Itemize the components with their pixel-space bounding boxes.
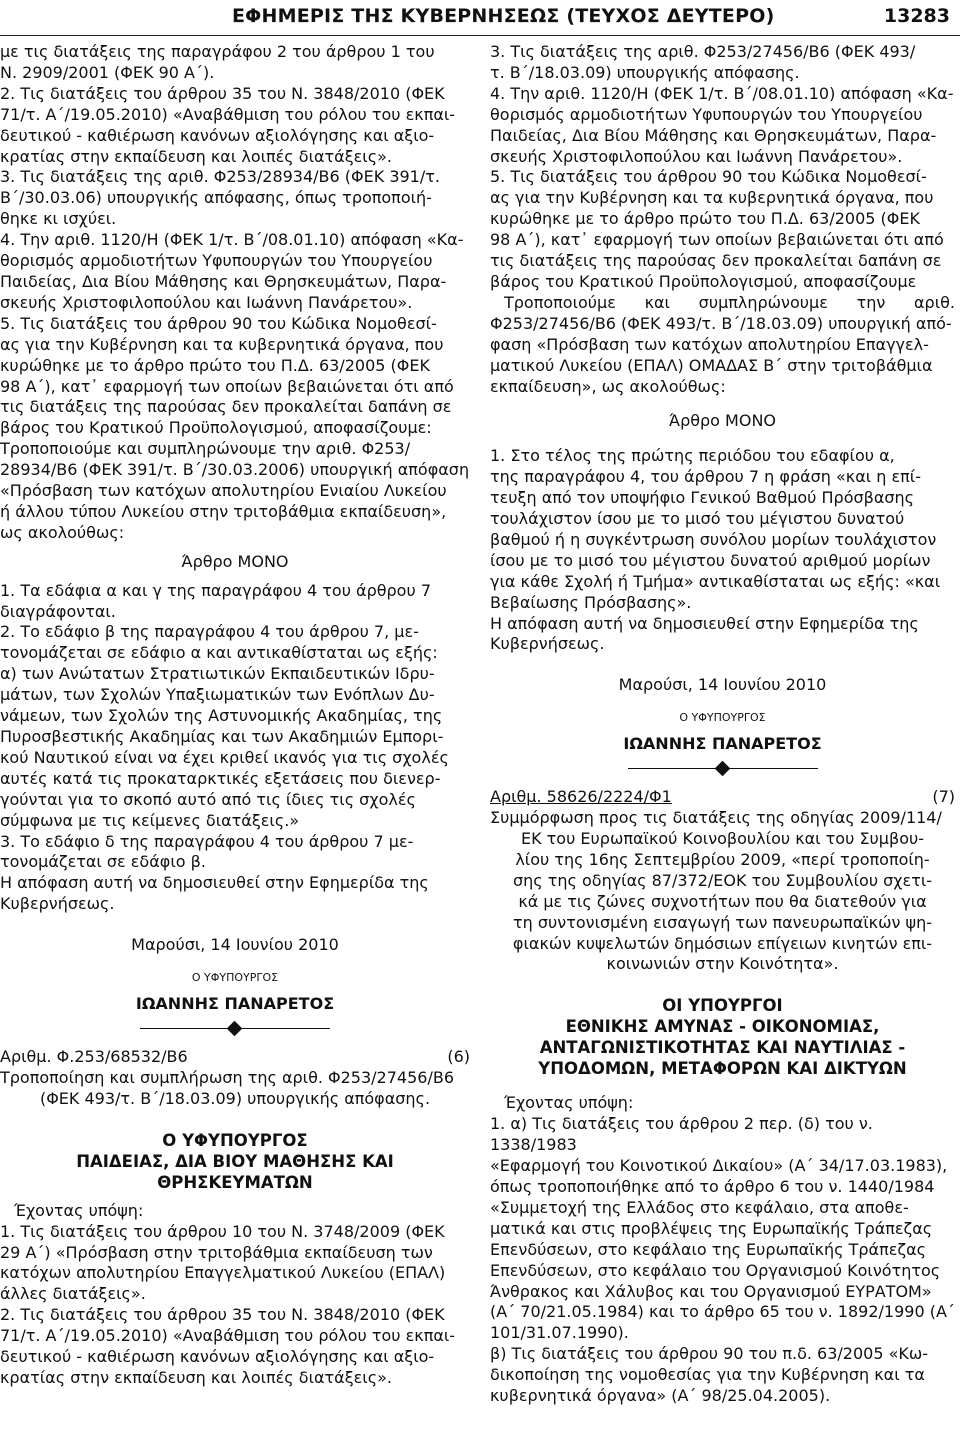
text-line: ας για την Κυβέρνηση και τα κυβερνητικά όργανα, που	[490, 188, 934, 208]
subject-line: ΕΚ του Ευρωπαϊκού Κοινοβουλίου και του Συμβου-	[520, 829, 925, 848]
text-line: 4. Την αριθ. 1120/Η (ΦΕΚ 1/τ. Β΄/08.01.10) απόφαση «Κα-	[490, 83, 954, 103]
text-line: της παραγράφου 4, του άρθρου 7 η φράση «και η επί-	[490, 467, 921, 487]
text-line: Επενδύσεων, στο κεφάλαιο της Ευρωπαϊκής Τράπεζας	[490, 1239, 927, 1259]
text-line: «Πρόσβαση των κατόχων απολυτηρίου Ενιαίου Λυκείου	[0, 481, 447, 501]
text-line: Τροποποιούμε και συμπληρώνουμε την αριθ.	[504, 292, 955, 312]
text-line: 4. Την αριθ. 1120/Η (ΦΕΚ 1/τ. Β΄/08.01.10) απόφαση «Κα-	[0, 230, 464, 250]
ministry-heading: ΕΘΝΙΚΗΣ ΑΜΥΝΑΣ - ΟΙΚΟΝΟΜΙΑΣ,	[565, 1017, 880, 1037]
text-line: 101/31.07.1990).	[490, 1323, 629, 1343]
reference-index: (7)	[932, 787, 955, 807]
text-line: κρατίας στην εκπαίδευση και λοιπές διατάξεις».	[0, 1367, 392, 1387]
reference-number: Αριθμ. 58626/2224/Φ1	[490, 787, 672, 807]
text-line: κυρώθηκε με το άρθρο πρώτο του Π.Δ. 63/2005 (ΦΕΚ	[0, 355, 430, 375]
ministry-heading: ΑΝΤΑΓΩΝΙΣΤΙΚΟΤΗΤΑΣ ΚΑΙ ΝΑΥΤΙΛΙΑΣ -	[539, 1038, 906, 1058]
page-number: 13283	[883, 5, 950, 27]
text-line: μάτων, των Σχολών Υπαξιωματικών των Ενόπλων Δυ-	[0, 685, 435, 705]
text-line: Επενδύσεων, στο κεφάλαιο του Οργανισμού Κοινότητος	[490, 1260, 941, 1280]
ministry-heading: Ο ΥΦΥΠΟΥΡΓΟΣ	[162, 1130, 308, 1150]
ministry-heading: ΥΠΟΔΟΜΩΝ, ΜΕΤΑΦΟΡΩΝ ΚΑΙ ΔΙΚΤΥΩΝ	[538, 1059, 907, 1079]
signer-title: Ο ΥΦΥΠΟΥΡΓΟΣ	[679, 711, 766, 725]
text-line: Πυροσβεστικής Ακαδημίας και των Ακαδημιών Εμπορι-	[0, 727, 444, 746]
subject-line: Τροποποίηση και συμπλήρωση της αριθ. Φ253/27456/Β6	[0, 1067, 454, 1087]
left-column	[0, 42, 470, 1389]
text-line: ως ακολούθως:	[0, 522, 125, 542]
text-line: δικοποίηση της νομοθεσίας για την Κυβέρνηση και τα	[490, 1365, 925, 1385]
text-line: 5. Τις διατάξεις του άρθρου 90 του Κώδικα Νομοθεσί-	[490, 167, 927, 187]
gazette-title: ΕΦΗΜΕΡΙΣ ΤΗΣ ΚΥΒΕΡΝΗΣΕΩΣ (ΤΕΥΧΟΣ ΔΕΥΤΕΡΟ)	[232, 5, 775, 27]
text-line: (Α΄ 70/21.05.1984) και το άρθρο 65 του ν. 1892/1990 (Α΄	[490, 1302, 955, 1322]
subject-line: σης της οδηγίας 87/372/ΕΟΚ του Συμβουλίου σχετι-	[512, 870, 933, 890]
text-line: «Συμμετοχή της Ελλάδος στο κεφάλαιο, στα αποθε-	[490, 1197, 909, 1217]
text-line: γούνται για το σκοπό αυτό από τις ίδιες τις σχολές	[0, 789, 416, 809]
signer-title: Ο ΥΦΥΠΟΥΡΓΟΣ	[191, 971, 279, 985]
text-line: με τις διατάξεις της παραγράφου 2 του άρθρου 1 του	[0, 42, 435, 61]
text-line: 1. Τις διατάξεις του άρθρου 10 του Ν. 3748/2009 (ΦΕΚ	[0, 1221, 445, 1241]
text-line: διαγράφονται.	[0, 601, 116, 621]
text-line: δευτικού - καθιέρωση κανόνων αξιολόγησης και αξιο-	[0, 1347, 435, 1367]
subject-line: φιακών κυψελωτών δημόσιων επίγειων κινητών επι-	[512, 933, 933, 953]
ministry-heading: ΘΡΗΣΚΕΥΜΑΤΩΝ	[157, 1172, 313, 1192]
article-heading: Άρθρο ΜΟΝΟ	[181, 551, 289, 571]
place-date: Μαρούσι, 14 Ιουνίου 2010	[131, 935, 339, 955]
text-line: 3. Το εδάφιο δ της παραγράφου 4 του άρθρου 7 με-	[0, 831, 414, 851]
text-line: κυρώθηκε με το άρθρο πρώτο του Π.Δ. 63/2005 (ΦΕΚ	[490, 209, 920, 229]
text-line: 3. Τις διατάξεις της αριθ. Φ253/28934/Β6 (ΦΕΚ 391/τ.	[0, 167, 440, 187]
text-line: κυβερνητικά όργανα» (Α΄ 98/25.04.2005).	[490, 1386, 831, 1406]
text-line: 71/τ. Α΄/19.05.2010) «Αναβάθμιση του ρόλου του εκπαι-	[0, 104, 456, 124]
subject-line: κοινωνιών στην Κοινότητα».	[606, 954, 839, 974]
text-line: Η απόφαση αυτή να δημοσιευθεί στην Εφημερίδα της	[490, 613, 919, 633]
text-line: α) των Ανώτατων Στρατιωτικών Εκπαιδευτικών Ιδρυ-	[0, 664, 435, 684]
text-line: 29 Α΄) «Πρόσβαση στην τριτοβάθμια εκπαίδευση των	[0, 1242, 433, 1262]
text-line: σκευής Χριστοφιλοπούλου και Ιωάννη Πανάρετου».	[490, 146, 903, 166]
ministry-heading: ΠΑΙΔΕΙΑΣ, ΔΙΑ ΒΙΟΥ ΜΑΘΗΣΗΣ ΚΑΙ	[76, 1151, 394, 1171]
reference-number: Αριθμ. Φ.253/68532/Β6	[0, 1046, 188, 1066]
section-separator	[628, 761, 818, 777]
text-line: εκπαίδευση», ως ακολούθως:	[490, 376, 726, 396]
right-column	[490, 42, 955, 1407]
having-regard: Έχοντας υπόψη:	[504, 1093, 634, 1113]
text-line: 98 Α΄), κατ᾽ εφαρμογή των οποίων βεβαιώνεται ότι από	[490, 230, 944, 250]
text-line: Παιδείας, Δια Βίου Μάθησης και Θρησκευμάτων, Παρα-	[0, 271, 447, 291]
text-line: για κάθε Σχολή ή Τμήμα» αντικαθίσταται ως εξής: «και	[490, 571, 941, 591]
ministry-heading: ΟΙ ΥΠΟΥΡΓΟΙ	[662, 996, 783, 1016]
text-line: Φ253/27456/Β6 (ΦΕΚ 493/τ. Β΄/18.03.09) υπουργική από-	[490, 313, 952, 333]
text-line: κρατίας στην εκπαίδευση και λοιπές διατάξεις».	[0, 146, 392, 166]
text-line: 1. α) Τις διατάξεις του άρθρου 2 περ. (δ) του ν. 1338/1983	[490, 1114, 873, 1155]
text-line: θορισμός αρμοδιοτήτων Υφυπουργών του Υπουργείου	[490, 104, 923, 124]
reference-line	[490, 787, 955, 808]
subject-line: τη συντονισμένη εισαγωγή των πανευρωπαϊκών ψη-	[513, 912, 932, 932]
text-line: Παιδείας, Δια Βίου Μάθησης και Θρησκευμάτων, Παρα-	[490, 125, 937, 145]
text-line: Ν. 2909/2001 (ΦΕΚ 90 Α΄).	[0, 62, 215, 82]
text-line: βάρος του Κρατικού Προϋπολογισμού, αποφασίζουμε	[490, 271, 917, 291]
text-line: «Εφαρμογή του Κοινοτικού Δικαίου» (Α΄ 34/17.03.1983),	[490, 1156, 948, 1176]
text-line: δευτικού - καθιέρωση κανόνων αξιολόγησης και αξιο-	[0, 125, 435, 145]
header-rule	[0, 35, 960, 36]
text-line: αυτές κατά τις προκαταρκτικές εξετάσεις που διενερ-	[0, 768, 441, 788]
having-regard: Έχοντας υπόψη:	[14, 1200, 144, 1220]
text-line: 2. Το εδάφιο β της παραγράφου 4 του άρθρου 7, με-	[0, 622, 419, 642]
text-line: 2. Τις διατάξεις του άρθρου 35 του Ν. 3848/2010 (ΦΕΚ	[0, 1305, 445, 1325]
text-line: Τροποποιούμε και συμπληρώνουμε την αριθ. Φ253/	[0, 439, 411, 459]
text-line: ας για την Κυβέρνηση και τα κυβερνητικά όργανα, που	[0, 334, 444, 354]
text-line: ίσου με το μισό του μέγιστου δυνατού αριθμού μορίων	[490, 550, 931, 570]
text-line: κατόχων απολυτηρίου Επαγγελματικού Λυκείου (ΕΠΑΛ)	[0, 1263, 446, 1283]
text-line: 1. Τα εδάφια α και γ της παραγράφου 4 του άρθρου 7	[0, 580, 431, 600]
text-line: ή άλλου τύπου Λυκείου στην τριτοβάθμια εκπαίδευση»,	[0, 501, 447, 521]
article-heading: Άρθρο ΜΟΝΟ	[668, 411, 776, 431]
text-line: 28934/Β6 (ΦΕΚ 391/τ. Β΄/30.03.2006) υπουργική απόφαση	[0, 460, 470, 480]
text-line: Η απόφαση αυτή να δημοσιευθεί στην Εφημερίδα της	[0, 873, 429, 893]
text-line: φαση «Πρόσβαση των κατόχων απολυτηρίου Επαγγελ-	[490, 334, 929, 354]
text-line: τονομάζεται σε εδάφιο β.	[0, 852, 206, 872]
text-line: θορισμός αρμοδιοτήτων Υφυπουργών του Υπουργείου	[0, 251, 433, 271]
subject-line: λίου της 16ης Σεπτεμβρίου 2009, «περί τροποποίη-	[515, 849, 930, 869]
text-line: Άνθρακος και Χάλυβος και του Οργανισμού ΕΥΡΑΤΟΜ»	[490, 1281, 932, 1301]
text-line: θηκε κι ισχύει.	[0, 209, 117, 229]
text-line: Β΄/30.03.06) υπουργικής απόφασης, όπως τροποποιή-	[0, 188, 432, 208]
page-header	[0, 0, 960, 40]
signer-name: ΙΩΑΝΝΗΣ ΠΑΝΑΡΕΤΟΣ	[623, 734, 822, 754]
text-line: 98 Α΄), κατ᾽ εφαρμογή των οποίων βεβαιώνεται ότι από	[0, 376, 454, 396]
text-line: σκευής Χριστοφιλοπούλου και Ιωάννη Πανάρετου».	[0, 292, 413, 312]
text-line: κού Ναυτικού είναι να έχει κριθεί ικανός για τις σχολές	[0, 747, 449, 767]
text-line: τονομάζεται σε εδάφιο α και αντικαθίσταται ως εξής:	[0, 643, 438, 663]
text-line: τ. Β΄/18.03.09) υπουργικής απόφασης.	[490, 62, 800, 82]
text-line: όπως τροποποιήθηκε από το άρθρο 6 του ν. 1440/1984	[490, 1176, 935, 1196]
text-line: β) Τις διατάξεις του άρθρου 90 του π.δ. 63/2005 «Κω-	[490, 1344, 929, 1364]
subject-line: κά με τις ζώνες συχνοτήτων που θα διατεθούν για	[518, 891, 927, 911]
text-line: 5. Τις διατάξεις του άρθρου 90 του Κώδικα Νομοθεσί-	[0, 313, 437, 333]
text-line: Βεβαίωσης Πρόσβασης».	[490, 592, 692, 612]
text-line: ματικά και στις προβλέψεις της Ευρωπαϊκής Τράπεζας	[490, 1218, 933, 1238]
text-line: νάμεων, των Σχολών της Αστυνομικής Ακαδημίας, της	[0, 706, 443, 726]
subject-line: (ΦΕΚ 493/τ. Β΄/18.03.09) υπουργικής απόφασης.	[39, 1088, 431, 1108]
text-line: τευξη από τον υποψήφιο Γενικού Βαθμού Πρόσβασης	[490, 488, 915, 508]
text-line: 3. Τις διατάξεις της αριθ. Φ253/27456/Β6 (ΦΕΚ 493/	[490, 42, 916, 61]
section-separator	[140, 1021, 330, 1037]
reference-index: (6)	[447, 1046, 470, 1066]
text-line: βαθμού ή η συγκέντρωση συνόλου μορίων τουλάχιστον	[490, 529, 937, 549]
text-line: τουλάχιστον ίσου με το μισό του μέγιστου δυνατού	[490, 509, 905, 529]
signer-name: ΙΩΑΝΝΗΣ ΠΑΝΑΡΕΤΟΣ	[135, 994, 335, 1014]
text-line: ματικού Λυκείου (ΕΠΑΛ) ΟΜΑΔΑΣ Β΄ στην τριτοβάθμια	[490, 355, 933, 375]
text-line: τις διατάξεις της παρούσας δεν προκαλείται δαπάνη σε	[0, 397, 452, 417]
text-line: σύμφωνα με τις κείμενες διατάξεις.»	[0, 810, 300, 830]
text-line: Κυβερνήσεως.	[490, 634, 605, 654]
text-line: τις διατάξεις της παρούσας δεν προκαλείται δαπάνη σε	[490, 251, 942, 271]
reference-line	[0, 1047, 470, 1068]
text-line: 1. Στο τέλος της πρώτης περιόδου του εδαφίου α,	[490, 446, 895, 466]
text-line: 2. Τις διατάξεις του άρθρου 35 του Ν. 3848/2010 (ΦΕΚ	[0, 83, 445, 103]
text-line: 71/τ. Α΄/19.05.2010) «Αναβάθμιση του ρόλου του εκπαι-	[0, 1326, 456, 1346]
subject-line: Συμμόρφωση προς τις διατάξεις της οδηγίας 2009/114/	[490, 808, 942, 828]
place-date: Μαρούσι, 14 Ιουνίου 2010	[618, 675, 827, 695]
text-line: βάρος του Κρατικού Προϋπολογισμού, αποφασίζουμε:	[0, 418, 432, 438]
text-line: άλλες διατάξεις».	[0, 1284, 146, 1304]
text-line: Κυβερνήσεως.	[0, 894, 115, 914]
